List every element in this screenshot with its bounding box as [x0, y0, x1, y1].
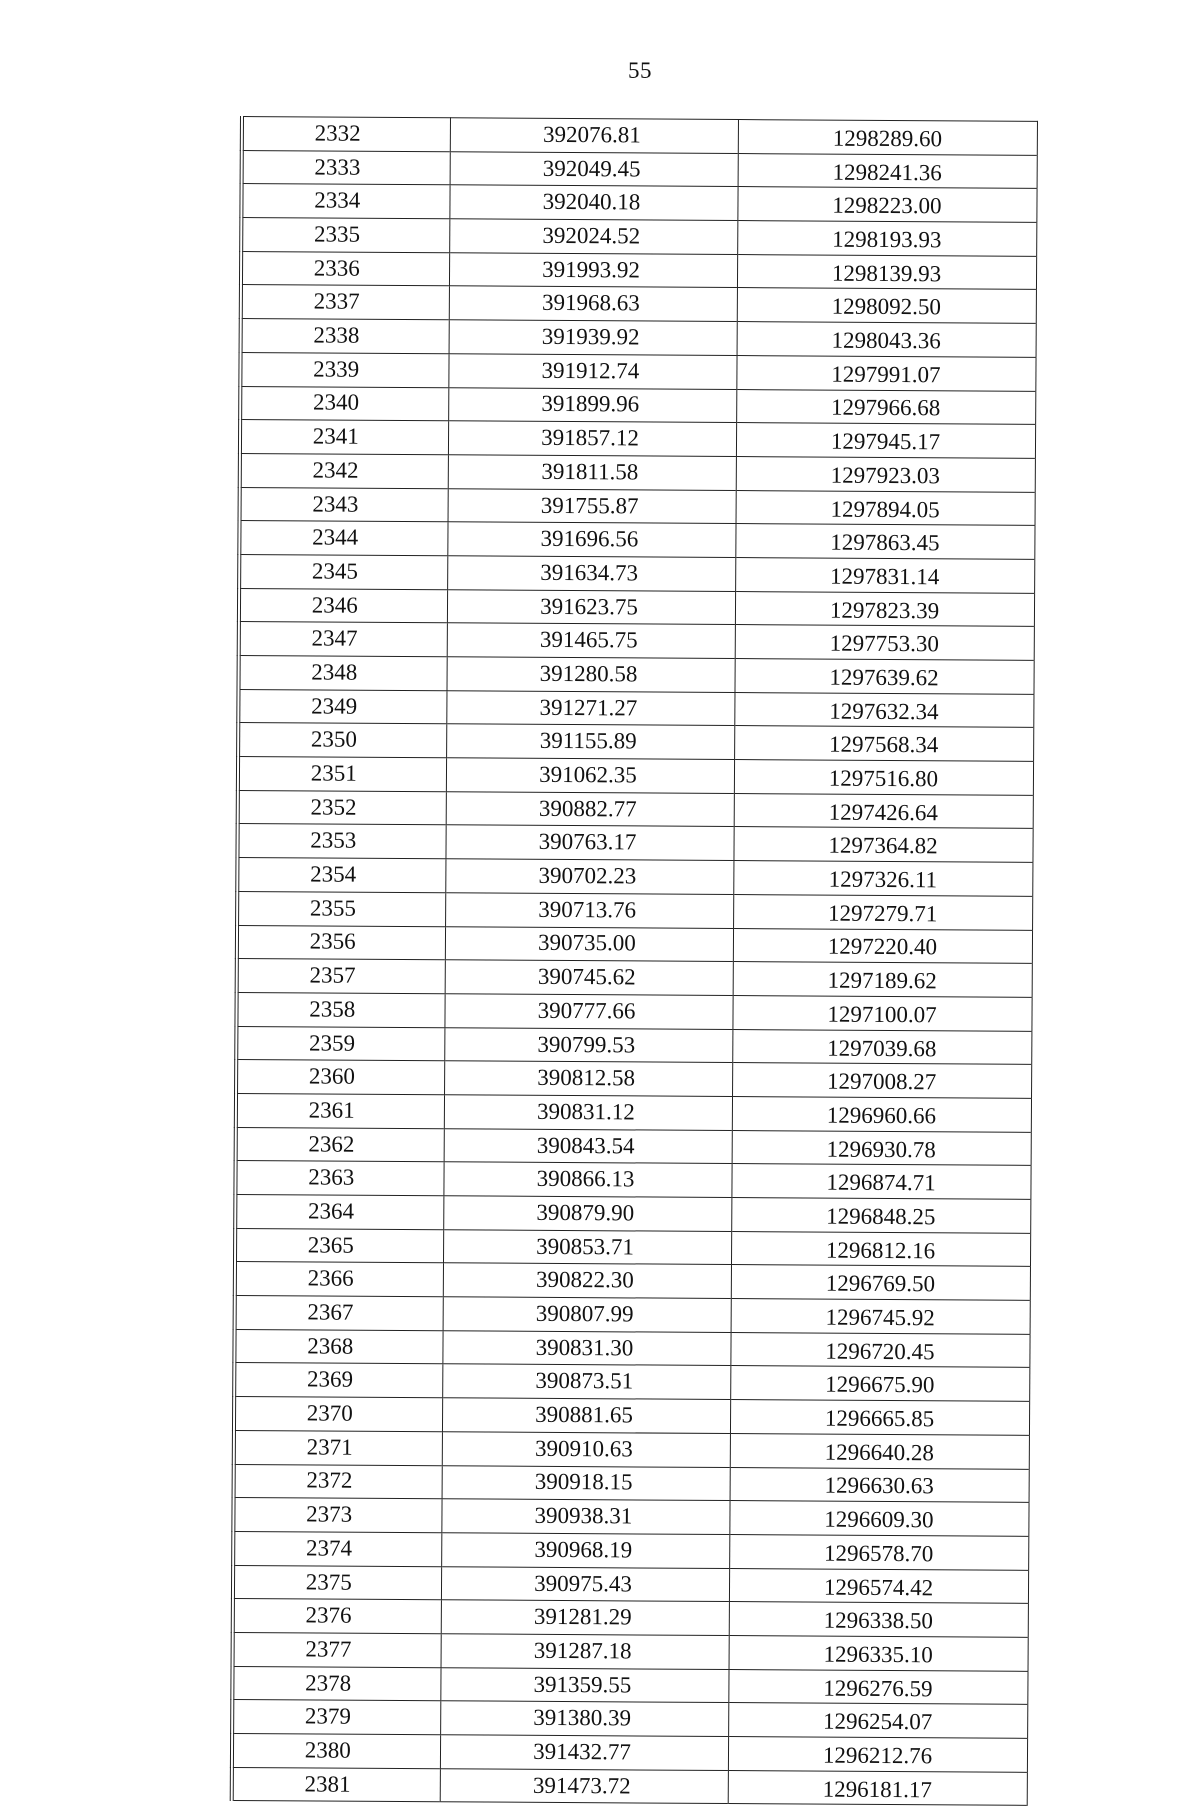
- point-number-cell: 2348: [238, 656, 446, 691]
- table-row: [234, 1430, 1029, 1469]
- table-row: [238, 689, 1033, 728]
- y-coordinate-cell: 1297189.62: [733, 962, 1032, 998]
- table-row: [239, 588, 1034, 627]
- x-coordinate-cell: 390866.13: [443, 1162, 731, 1197]
- x-coordinate-cell: 390807.99: [443, 1297, 731, 1332]
- point-number-cell: 2339: [240, 352, 448, 387]
- y-coordinate-cell: 1298223.00: [737, 187, 1036, 223]
- point-number-cell: 2366: [235, 1262, 443, 1297]
- point-number-cell: 2352: [238, 790, 446, 825]
- y-coordinate-cell: 1296574.42: [729, 1568, 1028, 1604]
- point-number-cell: 2370: [234, 1397, 442, 1432]
- point-number-cell: 2340: [240, 386, 448, 421]
- point-number-cell: 2347: [239, 622, 447, 657]
- x-coordinate-cell: 392040.18: [449, 185, 737, 220]
- table-row: [235, 1296, 1030, 1335]
- y-coordinate-cell: 1298193.93: [737, 221, 1036, 257]
- point-number-cell: 2342: [240, 453, 448, 488]
- table-row: [236, 1127, 1031, 1166]
- point-number-cell: 2362: [236, 1127, 444, 1162]
- point-number-cell: 2345: [239, 554, 447, 589]
- page-number: 55: [628, 58, 652, 83]
- y-coordinate-cell: 1297966.68: [736, 389, 1035, 425]
- point-number-cell: 2358: [236, 992, 444, 1027]
- point-number-cell: 2354: [237, 858, 445, 893]
- y-coordinate-cell: 1297823.39: [735, 591, 1034, 627]
- table-row: [236, 1060, 1031, 1099]
- point-number-cell: 2365: [235, 1228, 443, 1263]
- point-number-cell: 2356: [237, 925, 445, 960]
- table-row: [240, 386, 1035, 425]
- coordinates-table: [230, 116, 1038, 1806]
- table-row: [232, 1733, 1027, 1772]
- table-row: [240, 352, 1035, 391]
- x-coordinate-cell: 390713.76: [445, 893, 733, 928]
- x-coordinate-cell: 391993.92: [449, 253, 737, 288]
- table-row: [241, 218, 1036, 257]
- point-number-cell: 2369: [234, 1363, 442, 1398]
- y-coordinate-cell: 1297568.34: [734, 726, 1033, 762]
- y-coordinate-cell: 1297516.80: [734, 760, 1033, 796]
- y-coordinate-cell: 1298289.60: [738, 120, 1037, 156]
- x-coordinate-cell: 390831.12: [444, 1095, 732, 1130]
- point-number-cell: 2360: [236, 1060, 444, 1095]
- y-coordinate-cell: 1298241.36: [738, 153, 1037, 189]
- point-number-cell: 2334: [241, 184, 449, 219]
- point-number-cell: 2372: [234, 1464, 442, 1499]
- y-coordinate-cell: 1297991.07: [736, 355, 1035, 391]
- point-number-cell: 2346: [239, 588, 447, 623]
- point-number-cell: 2377: [233, 1632, 441, 1667]
- y-coordinate-cell: 1297008.27: [732, 1063, 1031, 1099]
- point-number-cell: 2351: [238, 757, 446, 792]
- point-number-cell: 2349: [238, 689, 446, 724]
- table-row: [241, 319, 1036, 358]
- x-coordinate-cell: 391062.35: [446, 758, 734, 793]
- y-coordinate-cell: 1297639.62: [734, 659, 1033, 695]
- table-row: [237, 891, 1032, 930]
- y-coordinate-cell: 1296254.07: [728, 1703, 1027, 1739]
- x-coordinate-cell: 390735.00: [445, 926, 733, 961]
- y-coordinate-cell: 1296609.30: [729, 1501, 1028, 1537]
- x-coordinate-cell: 390763.17: [445, 825, 733, 860]
- x-coordinate-cell: 390918.15: [442, 1465, 730, 1500]
- table-row: [232, 1767, 1027, 1806]
- y-coordinate-cell: 1296630.63: [730, 1467, 1029, 1503]
- table-row: [236, 1026, 1031, 1065]
- y-coordinate-cell: 1296769.50: [731, 1265, 1030, 1301]
- y-coordinate-cell: 1297753.30: [735, 625, 1034, 661]
- table-row: [235, 1161, 1030, 1200]
- y-coordinate-cell: 1298043.36: [737, 322, 1036, 358]
- x-coordinate-cell: 391280.58: [446, 657, 734, 692]
- point-number-cell: 2344: [239, 521, 447, 556]
- table-row: [234, 1329, 1029, 1368]
- y-coordinate-cell: 1296930.78: [732, 1130, 1031, 1166]
- coordinates-table-body: [232, 117, 1037, 1806]
- x-coordinate-cell: 391634.73: [447, 556, 735, 591]
- x-coordinate-cell: 390938.31: [441, 1499, 729, 1534]
- point-number-cell: 2376: [233, 1599, 441, 1634]
- point-number-cell: 2368: [234, 1329, 442, 1364]
- x-coordinate-cell: 390822.30: [443, 1263, 731, 1298]
- point-number-cell: 2343: [240, 487, 448, 522]
- y-coordinate-cell: 1297632.34: [734, 692, 1033, 728]
- table-row: [238, 790, 1033, 829]
- point-number-cell: 2375: [233, 1565, 441, 1600]
- x-coordinate-cell: 391359.55: [440, 1667, 728, 1702]
- point-number-cell: 2364: [235, 1194, 443, 1229]
- x-coordinate-cell: 391968.63: [449, 286, 737, 321]
- table-row: [239, 521, 1034, 560]
- y-coordinate-cell: 1296276.59: [728, 1669, 1027, 1705]
- x-coordinate-cell: 391155.89: [446, 724, 734, 759]
- x-coordinate-cell: 391287.18: [441, 1634, 729, 1669]
- y-coordinate-cell: 1297923.03: [736, 456, 1035, 492]
- x-coordinate-cell: 391465.75: [447, 623, 735, 658]
- y-coordinate-cell: 1297100.07: [732, 995, 1031, 1031]
- y-coordinate-cell: 1297945.17: [736, 423, 1035, 459]
- point-number-cell: 2350: [238, 723, 446, 758]
- x-coordinate-cell: 391432.77: [440, 1735, 728, 1770]
- table-row: [234, 1464, 1029, 1503]
- x-coordinate-cell: 390777.66: [444, 994, 732, 1029]
- table-row: [237, 824, 1032, 863]
- point-number-cell: 2373: [233, 1498, 441, 1533]
- table-row: [235, 1228, 1030, 1267]
- table-row: [233, 1498, 1028, 1537]
- y-coordinate-cell: 1296578.70: [729, 1534, 1028, 1570]
- point-number-cell: 2332: [242, 117, 450, 152]
- y-coordinate-cell: 1296640.28: [730, 1433, 1029, 1469]
- y-coordinate-cell: 1297426.64: [734, 793, 1033, 829]
- point-number-cell: 2378: [232, 1666, 440, 1701]
- table-row: [238, 656, 1033, 695]
- y-coordinate-cell: 1297364.82: [733, 827, 1032, 863]
- x-coordinate-cell: 390879.90: [443, 1196, 731, 1231]
- point-number-cell: 2355: [237, 891, 445, 926]
- point-number-cell: 2381: [232, 1767, 440, 1802]
- point-number-cell: 2379: [232, 1700, 440, 1735]
- table-row: [237, 858, 1032, 897]
- x-coordinate-cell: 391696.56: [447, 522, 735, 557]
- point-number-cell: 2361: [236, 1093, 444, 1128]
- point-number-cell: 2367: [235, 1296, 443, 1331]
- x-coordinate-cell: 390843.54: [444, 1128, 732, 1163]
- y-coordinate-cell: 1296675.90: [730, 1366, 1029, 1402]
- x-coordinate-cell: 390882.77: [446, 792, 734, 827]
- table-row: [232, 1666, 1027, 1705]
- x-coordinate-cell: 390881.65: [442, 1398, 730, 1433]
- point-number-cell: 2359: [236, 1026, 444, 1061]
- table-row: [237, 925, 1032, 964]
- table-row: [239, 554, 1034, 593]
- point-number-cell: 2353: [237, 824, 445, 859]
- x-coordinate-cell: 390975.43: [441, 1566, 729, 1601]
- x-coordinate-cell: 392024.52: [449, 219, 737, 254]
- table-row: [241, 251, 1036, 290]
- x-coordinate-cell: 391939.92: [449, 320, 737, 355]
- table-row: [238, 757, 1033, 796]
- x-coordinate-cell: 391473.72: [440, 1768, 728, 1803]
- x-coordinate-cell: 391755.87: [448, 488, 736, 523]
- point-number-cell: 2336: [241, 251, 449, 286]
- point-number-cell: 2371: [234, 1430, 442, 1465]
- table-row: [236, 992, 1031, 1031]
- table-row: [241, 285, 1036, 324]
- table-row: [233, 1632, 1028, 1671]
- x-coordinate-cell: 391281.29: [441, 1600, 729, 1635]
- table-row: [240, 453, 1035, 492]
- table-row: [239, 622, 1034, 661]
- y-coordinate-cell: 1298092.50: [737, 288, 1036, 324]
- point-number-cell: 2338: [241, 319, 449, 354]
- table-row: [237, 959, 1032, 998]
- point-number-cell: 2380: [232, 1733, 440, 1768]
- y-coordinate-cell: 1297326.11: [733, 861, 1032, 897]
- table-row: [233, 1599, 1028, 1638]
- y-coordinate-cell: 1296665.85: [730, 1400, 1029, 1436]
- table-row: [233, 1565, 1028, 1604]
- y-coordinate-cell: 1297894.05: [736, 490, 1035, 526]
- y-coordinate-cell: 1297039.68: [732, 1029, 1031, 1065]
- x-coordinate-cell: 392049.45: [450, 151, 738, 186]
- x-coordinate-cell: 390702.23: [445, 859, 733, 894]
- y-coordinate-cell: 1296181.17: [728, 1770, 1027, 1806]
- y-coordinate-cell: 1296745.92: [731, 1299, 1030, 1335]
- x-coordinate-cell: 391912.74: [448, 354, 736, 389]
- point-number-cell: 2374: [233, 1531, 441, 1566]
- y-coordinate-cell: 1297831.14: [735, 557, 1034, 593]
- x-coordinate-cell: 390812.58: [444, 1061, 732, 1096]
- x-coordinate-cell: 391380.39: [440, 1701, 728, 1736]
- y-coordinate-cell: 1296848.25: [731, 1198, 1030, 1234]
- table-row: [240, 420, 1035, 459]
- x-coordinate-cell: 391271.27: [446, 690, 734, 725]
- point-number-cell: 2341: [240, 420, 448, 455]
- y-coordinate-cell: 1297220.40: [733, 928, 1032, 964]
- table-row: [241, 184, 1036, 223]
- x-coordinate-cell: 390853.71: [443, 1229, 731, 1264]
- y-coordinate-cell: 1296212.76: [728, 1737, 1027, 1773]
- x-coordinate-cell: 391623.75: [447, 589, 735, 624]
- y-coordinate-cell: 1297863.45: [735, 524, 1034, 560]
- y-coordinate-cell: 1296335.10: [729, 1635, 1028, 1671]
- point-number-cell: 2363: [235, 1161, 443, 1196]
- x-coordinate-cell: 390968.19: [441, 1533, 729, 1568]
- table-row: [238, 723, 1033, 762]
- x-coordinate-cell: 390799.53: [444, 1027, 732, 1062]
- point-number-cell: 2337: [241, 285, 449, 320]
- x-coordinate-cell: 391811.58: [448, 455, 736, 490]
- point-number-cell: 2335: [241, 218, 449, 253]
- x-coordinate-cell: 390873.51: [442, 1364, 730, 1399]
- x-coordinate-cell: 392076.81: [450, 118, 738, 153]
- table-row: [242, 150, 1037, 189]
- table-row: [242, 117, 1037, 156]
- y-coordinate-cell: 1296874.71: [731, 1164, 1030, 1200]
- x-coordinate-cell: 390910.63: [442, 1432, 730, 1467]
- y-coordinate-cell: 1298139.93: [737, 254, 1036, 290]
- point-number-cell: 2333: [242, 150, 450, 185]
- x-coordinate-cell: 390745.62: [445, 960, 733, 995]
- table-row: [232, 1700, 1027, 1739]
- x-coordinate-cell: 390831.30: [442, 1331, 730, 1366]
- x-coordinate-cell: 391857.12: [448, 421, 736, 456]
- y-coordinate-cell: 1296720.45: [730, 1332, 1029, 1368]
- y-coordinate-cell: 1296812.16: [731, 1231, 1030, 1267]
- table-row: [233, 1531, 1028, 1570]
- table-row: [234, 1397, 1029, 1436]
- y-coordinate-cell: 1296960.66: [732, 1096, 1031, 1132]
- table-row: [235, 1262, 1030, 1301]
- table-row: [234, 1363, 1029, 1402]
- point-number-cell: 2357: [237, 959, 445, 994]
- table-row: [240, 487, 1035, 526]
- x-coordinate-cell: 391899.96: [448, 387, 736, 422]
- y-coordinate-cell: 1297279.71: [733, 894, 1032, 930]
- table-row: [236, 1093, 1031, 1132]
- y-coordinate-cell: 1296338.50: [729, 1602, 1028, 1638]
- table-row: [235, 1194, 1030, 1233]
